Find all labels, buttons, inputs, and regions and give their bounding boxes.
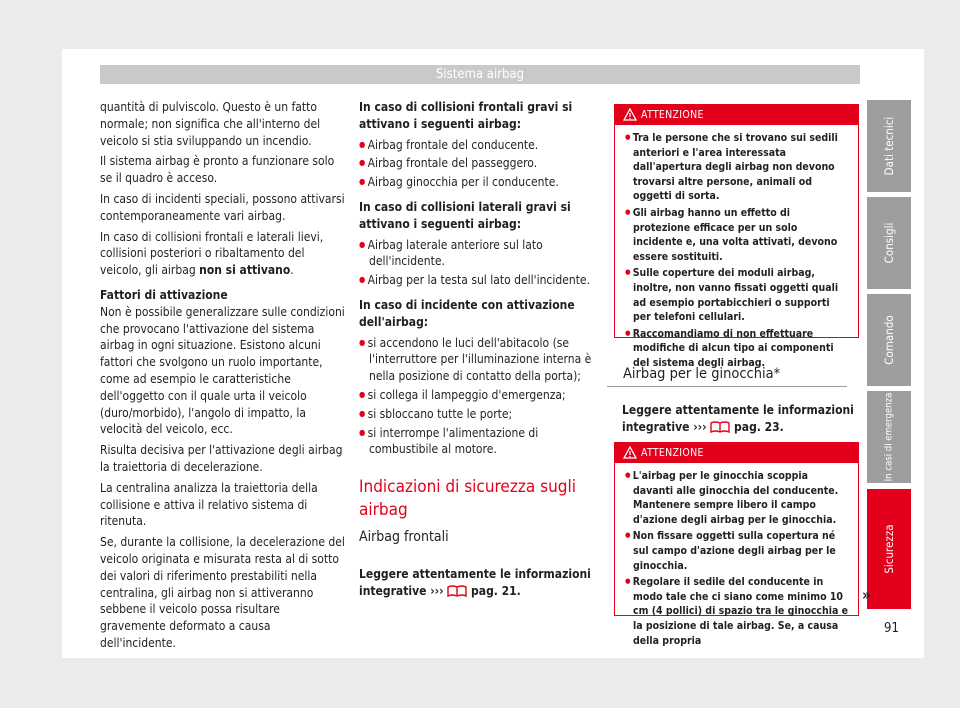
subheading: In caso di collisioni frontali gravi si attivano i seguenti airbag: — [359, 100, 573, 131]
arrows-icon: ››› — [430, 583, 444, 598]
page-number: 91 — [884, 621, 899, 636]
paragraph — [100, 229, 348, 279]
paragraph: Il sistema airbag è pronto a funzionare solo se il quadro è acceso. — [100, 154, 335, 186]
warning-item: ● Sulle coperture dei moduli airbag, inoltre, non vanno fissati oggetti quali ad esempio portabicchieri o supporti per telefoni cellulari. — [625, 265, 850, 324]
tab-label: Sicurezza — [882, 524, 896, 574]
warning-item: ● Non fissare oggetti sulla copertura né sul campo d'azione degli airbag per le ginocchia. — [625, 528, 850, 573]
page-ref: pag. 23. — [730, 419, 784, 434]
book-icon — [447, 585, 467, 597]
bullet-item: ● Airbag per la testa sul lato dell'incidente. — [359, 272, 601, 289]
bullet-item: ● si sbloccano tutte le porte; — [359, 406, 601, 423]
bullet-item: ● Airbag ginocchia per il conducente. — [359, 174, 601, 191]
arrows-icon: ››› — [693, 419, 707, 434]
book-icon — [710, 421, 730, 433]
subsection-title: Airbag frontali — [359, 529, 449, 546]
tab-consigli[interactable] — [867, 197, 911, 289]
tab-label: Comando — [882, 315, 896, 365]
tab-label: In casi di emergenza — [883, 392, 895, 482]
bullet-list — [359, 237, 601, 289]
text: Leggere attentamente le informazioni integrative — [359, 566, 591, 598]
warning-header — [615, 443, 858, 463]
warning-box-2 — [614, 442, 859, 647]
subheading: In caso di incidente con attivazione dell'airbag: — [359, 297, 575, 329]
tab-sicurezza[interactable] — [867, 489, 911, 609]
bold-text: non si attivano — [199, 263, 291, 278]
reference-link[interactable] — [622, 402, 858, 436]
bullet-item: ● Airbag frontale del passeggero. — [359, 155, 601, 172]
tab-comando[interactable] — [867, 294, 911, 386]
paragraph: Risulta decisiva per l'attivazione degli airbag la traiettoria di decelerazione. — [100, 443, 343, 474]
warning-body — [615, 463, 858, 653]
text: . — [290, 263, 294, 278]
paragraph: Se, durante la collisione, la decelerazione del veicolo originata e misurata resta al di sotto dei valori di riferimento prestabiliti nella centralina, gli airbag non si attiveranno sebbene il veicolo possa risultare gravemente deformato a causa dell'incidente. — [100, 535, 345, 650]
text: In caso di collisioni frontali e laterali lievi, collisioni posteriori o ribaltamento del veicolo, gli airbag — [100, 229, 324, 278]
warning-triangle-icon — [623, 108, 637, 121]
reference-link[interactable] — [359, 566, 601, 600]
section-knee-airbag-title: Airbag per le ginocchia* — [607, 364, 847, 387]
tab-dati-tecnici[interactable] — [867, 100, 911, 192]
paragraph: La centralina analizza la traiettoria della collisione e attiva il relativo sistema di ritenuta. — [100, 480, 318, 529]
paragraph: Non è possibile generalizzare sulle condizioni che provocano l'attivazione del sistema airbag in ogni situazione. Esistono alcuni fattori che svolgono un ruolo importante, come ad esempio le caratteristiche dell'oggetto con il quale urta il veicolo (duro/morbido), l'angolo di impatto, la velocità del veicolo, ecc. — [100, 304, 345, 437]
warning-triangle-icon — [623, 446, 637, 459]
bullet-item: ● si accendono le luci dell'abitacolo (se l'interruttore per l'illuminazione interna è nella posizione di contatto della porta); — [359, 335, 601, 385]
paragraph: quantità di pulviscolo. Questo è un fatto normale; non significa che all'interno del veicolo si stia sviluppando un incendio. — [100, 100, 321, 148]
bullet-item: ● si interrompe l'alimentazione di combustibile al motore. — [359, 425, 601, 459]
warning-item: ● L'airbag per le ginocchia scoppia davanti alle ginocchia del conducente. Mantenere sempre libero il campo d'azione degli airbag per le ginocchia. — [625, 468, 850, 527]
column-3-reference — [622, 402, 858, 440]
subheading: In caso di collisioni laterali gravi si attivano i seguenti airbag: — [359, 199, 571, 231]
paragraph: In caso di incidenti speciali, possono attivarsi contemporaneamente vari airbag. — [100, 191, 345, 223]
bullet-item: ● Airbag laterale anteriore sul lato dell'incidente. — [359, 237, 601, 271]
warning-item: ● Raccomandiamo di non effettuare modifiche di alcun tipo ai componenti del sistema degli airbag. — [625, 326, 850, 371]
page-ref: pag. 21. — [467, 583, 521, 598]
warning-title: ATTENZIONE — [641, 447, 704, 459]
section-title: Indicazioni di sicurezza sugli airbag — [359, 477, 576, 521]
bullet-list — [359, 335, 601, 459]
tab-label: Consigli — [882, 222, 896, 264]
bullet-list — [359, 137, 601, 191]
warning-item: ● Tra le persone che si trovano sui sedili anteriori e l'area interessata dall'apertura degli airbag non devono trovarsi altre persone, animali od oggetti di sorta. — [625, 130, 850, 204]
column-1 — [100, 99, 348, 656]
warning-item: ● Regolare il sedile del conducente in modo tale che ci siano come minimo 10 cm (4 pollici) di spazio tra le ginocchia e la posizione di tale airbag. Se, a causa della propria — [625, 574, 850, 648]
subheading-fattori: Fattori di attivazione — [100, 287, 228, 302]
page-header: Sistema airbag — [100, 65, 860, 84]
warning-box-1 — [614, 104, 859, 369]
tab-label: Dati tecnici — [882, 116, 896, 176]
warning-body — [615, 125, 858, 376]
bullet-item: ● Airbag frontale del conducente. — [359, 137, 601, 154]
warning-header — [615, 105, 858, 125]
warning-item: ● Gli airbag hanno un effetto di protezione efficace per un solo incidente e, una volta attivati, devono essere sostituiti. — [625, 205, 850, 264]
column-2 — [359, 99, 601, 604]
warning-title: ATTENZIONE — [641, 109, 704, 121]
tab-in-casi-di-emergenza[interactable] — [867, 391, 911, 483]
bullet-item: ● si collega il lampeggio d'emergenza; — [359, 387, 601, 404]
text: Leggere attentamente le informazioni integrative — [622, 403, 854, 434]
continue-chevron-icon: » — [862, 586, 871, 604]
